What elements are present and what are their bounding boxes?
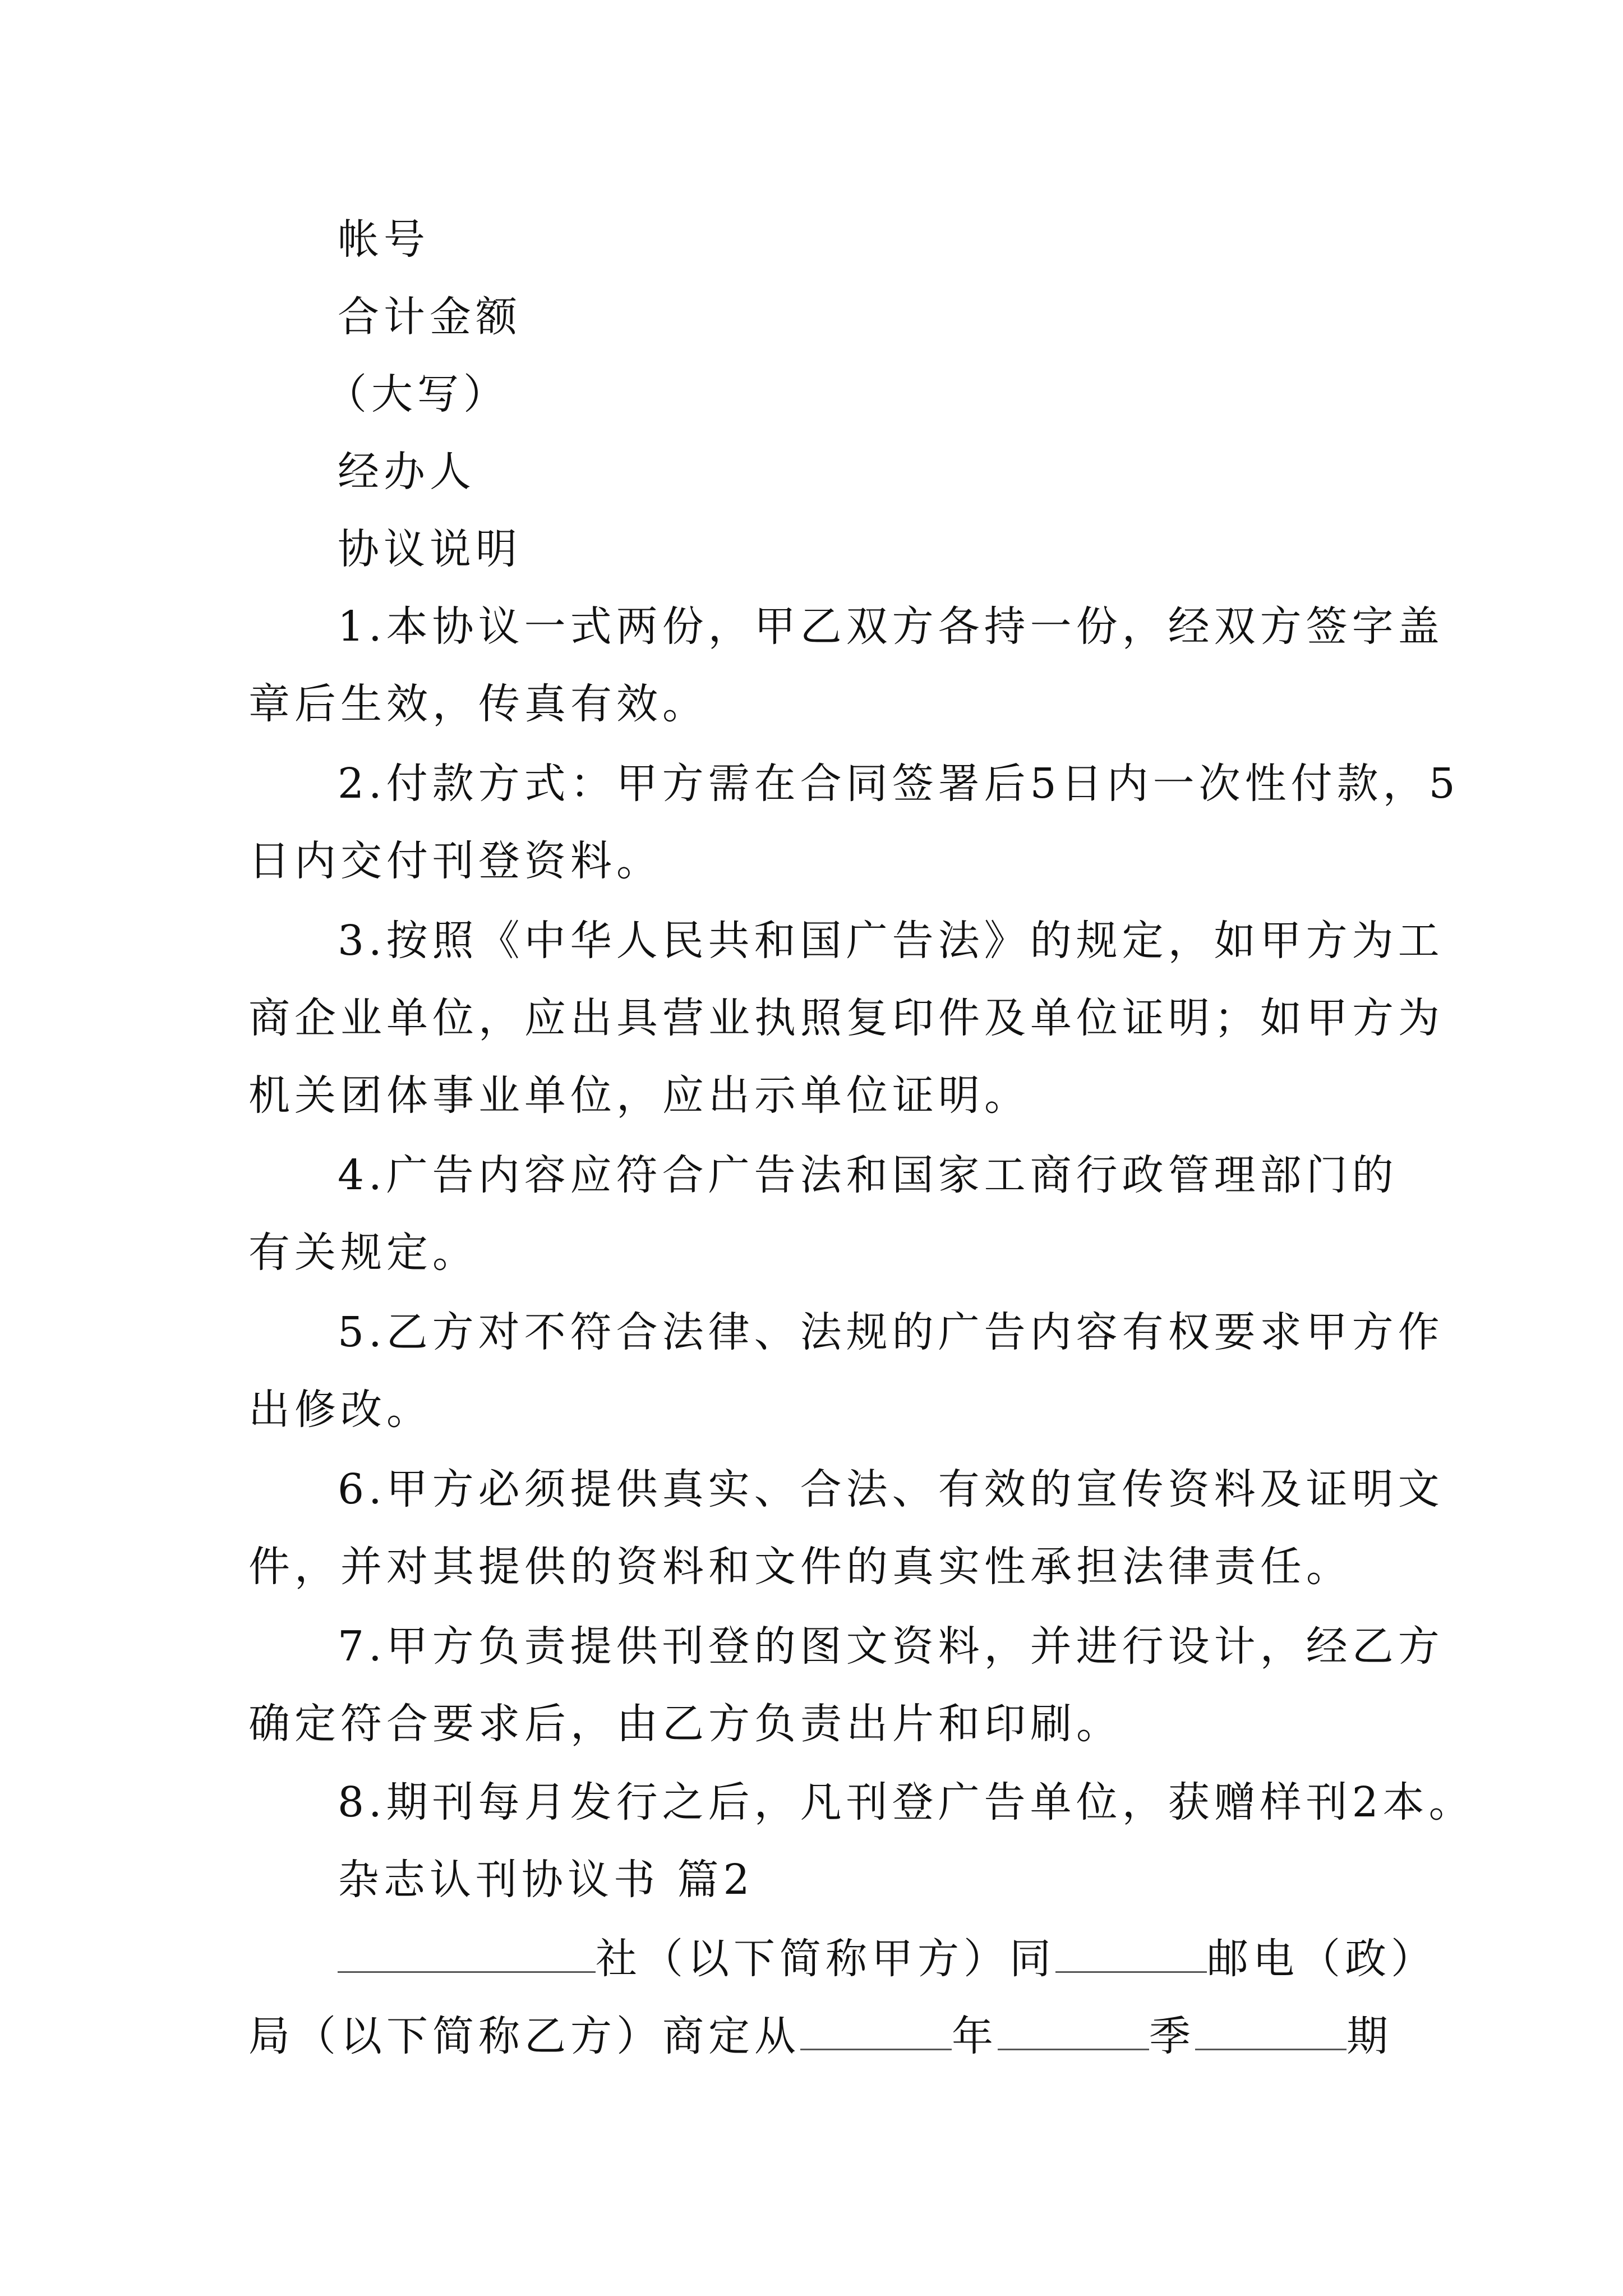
agreement-notes-heading: 协议说明 [338, 525, 522, 573]
item2-line2: 日内交付刊登资料。 [248, 837, 662, 885]
item5-line1: 5.乙方对不符合法律、法规的广告内容有权要求甲方作 [338, 1308, 1444, 1356]
item1-line2: 章后生效，传真有效。 [248, 680, 708, 728]
account-label: 帐号 [338, 215, 430, 264]
item6-line2: 件，并对其提供的资料和文件的真实性承担法律责任。 [248, 1543, 1352, 1591]
item3-line2: 商企业单位，应出具营业执照复印件及单位证明；如甲方为 [248, 994, 1444, 1042]
fill-line-1 [338, 1935, 1437, 1983]
fill-line-1-text-b: 邮电（政） [1207, 1935, 1437, 1983]
section-title: 杂志认刊协议书 篇2 [338, 1856, 754, 1904]
publisher-name-blank[interactable] [338, 1936, 596, 1973]
post-office-name-blank[interactable] [1055, 1936, 1207, 1973]
item6-line1: 6.甲方必须提供真实、合法、有效的宣传资料及证明文 [338, 1465, 1444, 1513]
handler-label: 经办人 [338, 448, 476, 496]
item7-line1: 7.甲方负责提供刊登的图文资料，并进行设计，经乙方 [338, 1622, 1444, 1671]
item3-line3: 机关团体事业单位，应出示单位证明。 [248, 1071, 1030, 1120]
item8-line: 8.期刊每月发行之后，凡刊登广告单位，获赠样刊2本。 [338, 1778, 1475, 1826]
item4-line1: 4.广告内容应符合广告法和国家工商行政管理部门的 [338, 1151, 1398, 1199]
fill-line-2 [248, 2012, 1393, 2060]
item1-line1: 1.本协议一式两份，甲乙双方各持一份，经双方签字盖 [338, 602, 1444, 651]
season-blank[interactable] [998, 2014, 1149, 2050]
item7-line2: 确定符合要求后，由乙方负责出片和印刷。 [248, 1700, 1122, 1748]
fill-line-2-text-c: 季 [1149, 2012, 1195, 2060]
fill-line-2-text-a: 局（以下简称乙方）商定从 [248, 2012, 800, 2060]
total-amount-label: 合计金额 [338, 293, 522, 341]
fill-line-1-text-a: 社（以下简称甲方）同 [596, 1935, 1055, 1983]
fill-line-2-text-d: 期 [1347, 2012, 1393, 2060]
fill-line-2-text-b: 年 [952, 2012, 998, 2060]
item4-line2: 有关规定。 [248, 1228, 478, 1277]
item5-line2: 出修改。 [248, 1386, 432, 1434]
year-blank[interactable] [800, 2014, 952, 2050]
capital-label: （大写） [325, 370, 509, 418]
item2-line1: 2.付款方式：甲方需在合同签署后5日内一次性付款，5 [338, 760, 1460, 808]
issue-blank[interactable] [1195, 2014, 1347, 2050]
item3-line1: 3.按照《中华人民共和国广告法》的规定，如甲方为工 [338, 917, 1444, 965]
